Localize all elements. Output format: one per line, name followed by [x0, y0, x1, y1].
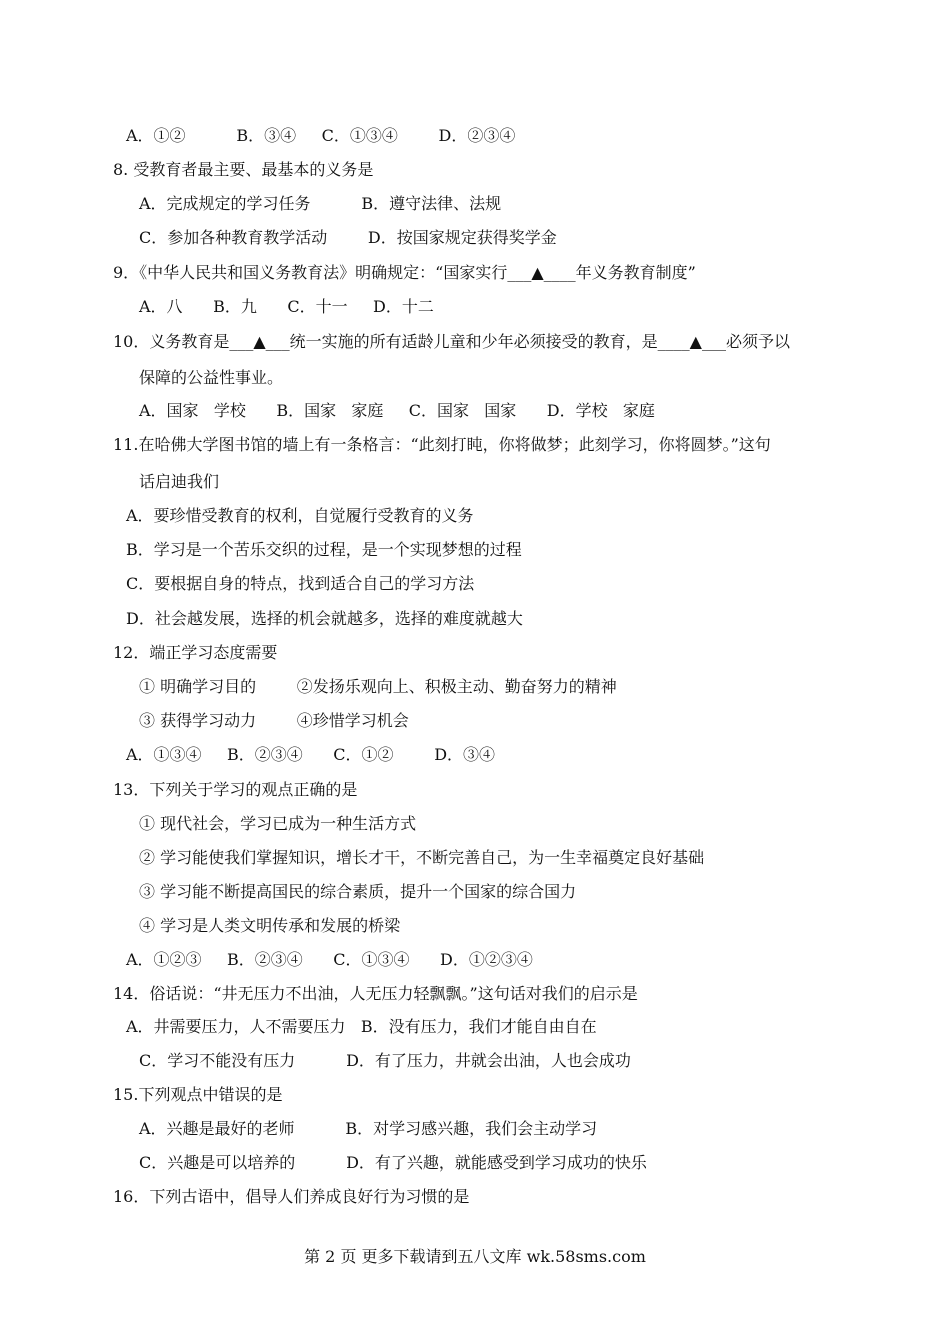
- question-11: 11.在哈佛大学图书馆的墙上有一条格言：“此刻打盹，你将做梦；此刻学习，你将圆梦。”这句: [113, 435, 771, 454]
- options-q14-ab: A．井需要压力，人不需要压力 B．没有压力，我们才能自由自在: [126, 1017, 597, 1036]
- options-q7: A．①② B．③④ C．①③④ D．②③④: [126, 126, 516, 145]
- option-q11-b: B．学习是一个苦乐交织的过程，是一个实现梦想的过程: [126, 540, 522, 559]
- statement-q13-2: ② 学习能使我们掌握知识，增长才干，不断完善自己，为一生幸福奠定良好基础: [139, 848, 705, 867]
- question-10: 10．义务教育是___▲___统一实施的所有适龄儿童和少年必须接受的教育，是____▲___必须予以: [113, 332, 790, 351]
- question-9: 9．《中华人民共和国义务教育法》明确规定：“国家实行___▲____年义务教育制度”: [113, 263, 696, 282]
- options-q15-ab: A．兴趣是最好的老师 B．对学习感兴趣，我们会主动学习: [139, 1119, 598, 1138]
- option-q11-a: A．要珍惜受教育的权利，自觉履行受教育的义务: [126, 506, 474, 525]
- statements-q12-1: ① 明确学习目的 ②发扬乐观向上、积极主动、勤奋努力的精神: [139, 677, 617, 696]
- statement-q13-4: ④ 学习是人类文明传承和发展的桥梁: [139, 916, 401, 935]
- options-q9: A．八 B．九 C．十一 D．十二: [139, 297, 434, 316]
- statement-q13-3: ③ 学习能不断提高国民的综合素质，提升一个国家的综合国力: [139, 882, 577, 901]
- statement-q13-1: ① 现代社会，学习已成为一种生活方式: [139, 814, 417, 833]
- options-q12: A．①③④ B．②③④ C．①② D．③④: [126, 745, 496, 764]
- options-q14-cd: C．学习不能没有压力 D．有了压力，井就会出油，人也会成功: [139, 1051, 631, 1070]
- question-12: 12．端正学习态度需要: [113, 643, 278, 662]
- page-footer: 第 2 页 更多下载请到五八文库 wk.58sms.com: [304, 1247, 646, 1266]
- question-11-cont: 话启迪我们: [139, 472, 220, 491]
- options-q13: A．①②③ B．②③④ C．①③④ D．①②③④: [126, 950, 533, 969]
- question-8: 8. 受教育者最主要、最基本的义务是: [113, 160, 374, 179]
- question-15: 15.下列观点中错误的是: [113, 1085, 283, 1104]
- question-14: 14．俗话说：“井无压力不出油，人无压力轻飘飘。”这句话对我们的启示是: [113, 984, 638, 1003]
- options-q10: A．国家 学校 B．国家 家庭 C．国家 国家 D．学校 家庭: [139, 401, 655, 420]
- question-16: 16．下列古语中，倡导人们养成良好行为习惯的是: [113, 1187, 470, 1206]
- option-q11-d: D．社会越发展，选择的机会就越多，选择的难度就越大: [126, 609, 523, 628]
- question-10-cont: 保障的公益性事业。: [139, 368, 284, 387]
- statements-q12-2: ③ 获得学习动力 ④珍惜学习机会: [139, 711, 409, 730]
- question-13: 13．下列关于学习的观点正确的是: [113, 780, 358, 799]
- options-q8-cd: C．参加各种教育教学活动 D．按国家规定获得奖学金: [139, 228, 557, 247]
- options-q15-cd: C．兴趣是可以培养的 D．有了兴趣，就能感受到学习成功的快乐: [139, 1153, 647, 1172]
- options-q8-ab: A．完成规定的学习任务 B．遵守法律、法规: [139, 194, 502, 213]
- option-q11-c: C．要根据自身的特点，找到适合自己的学习方法: [126, 574, 475, 593]
